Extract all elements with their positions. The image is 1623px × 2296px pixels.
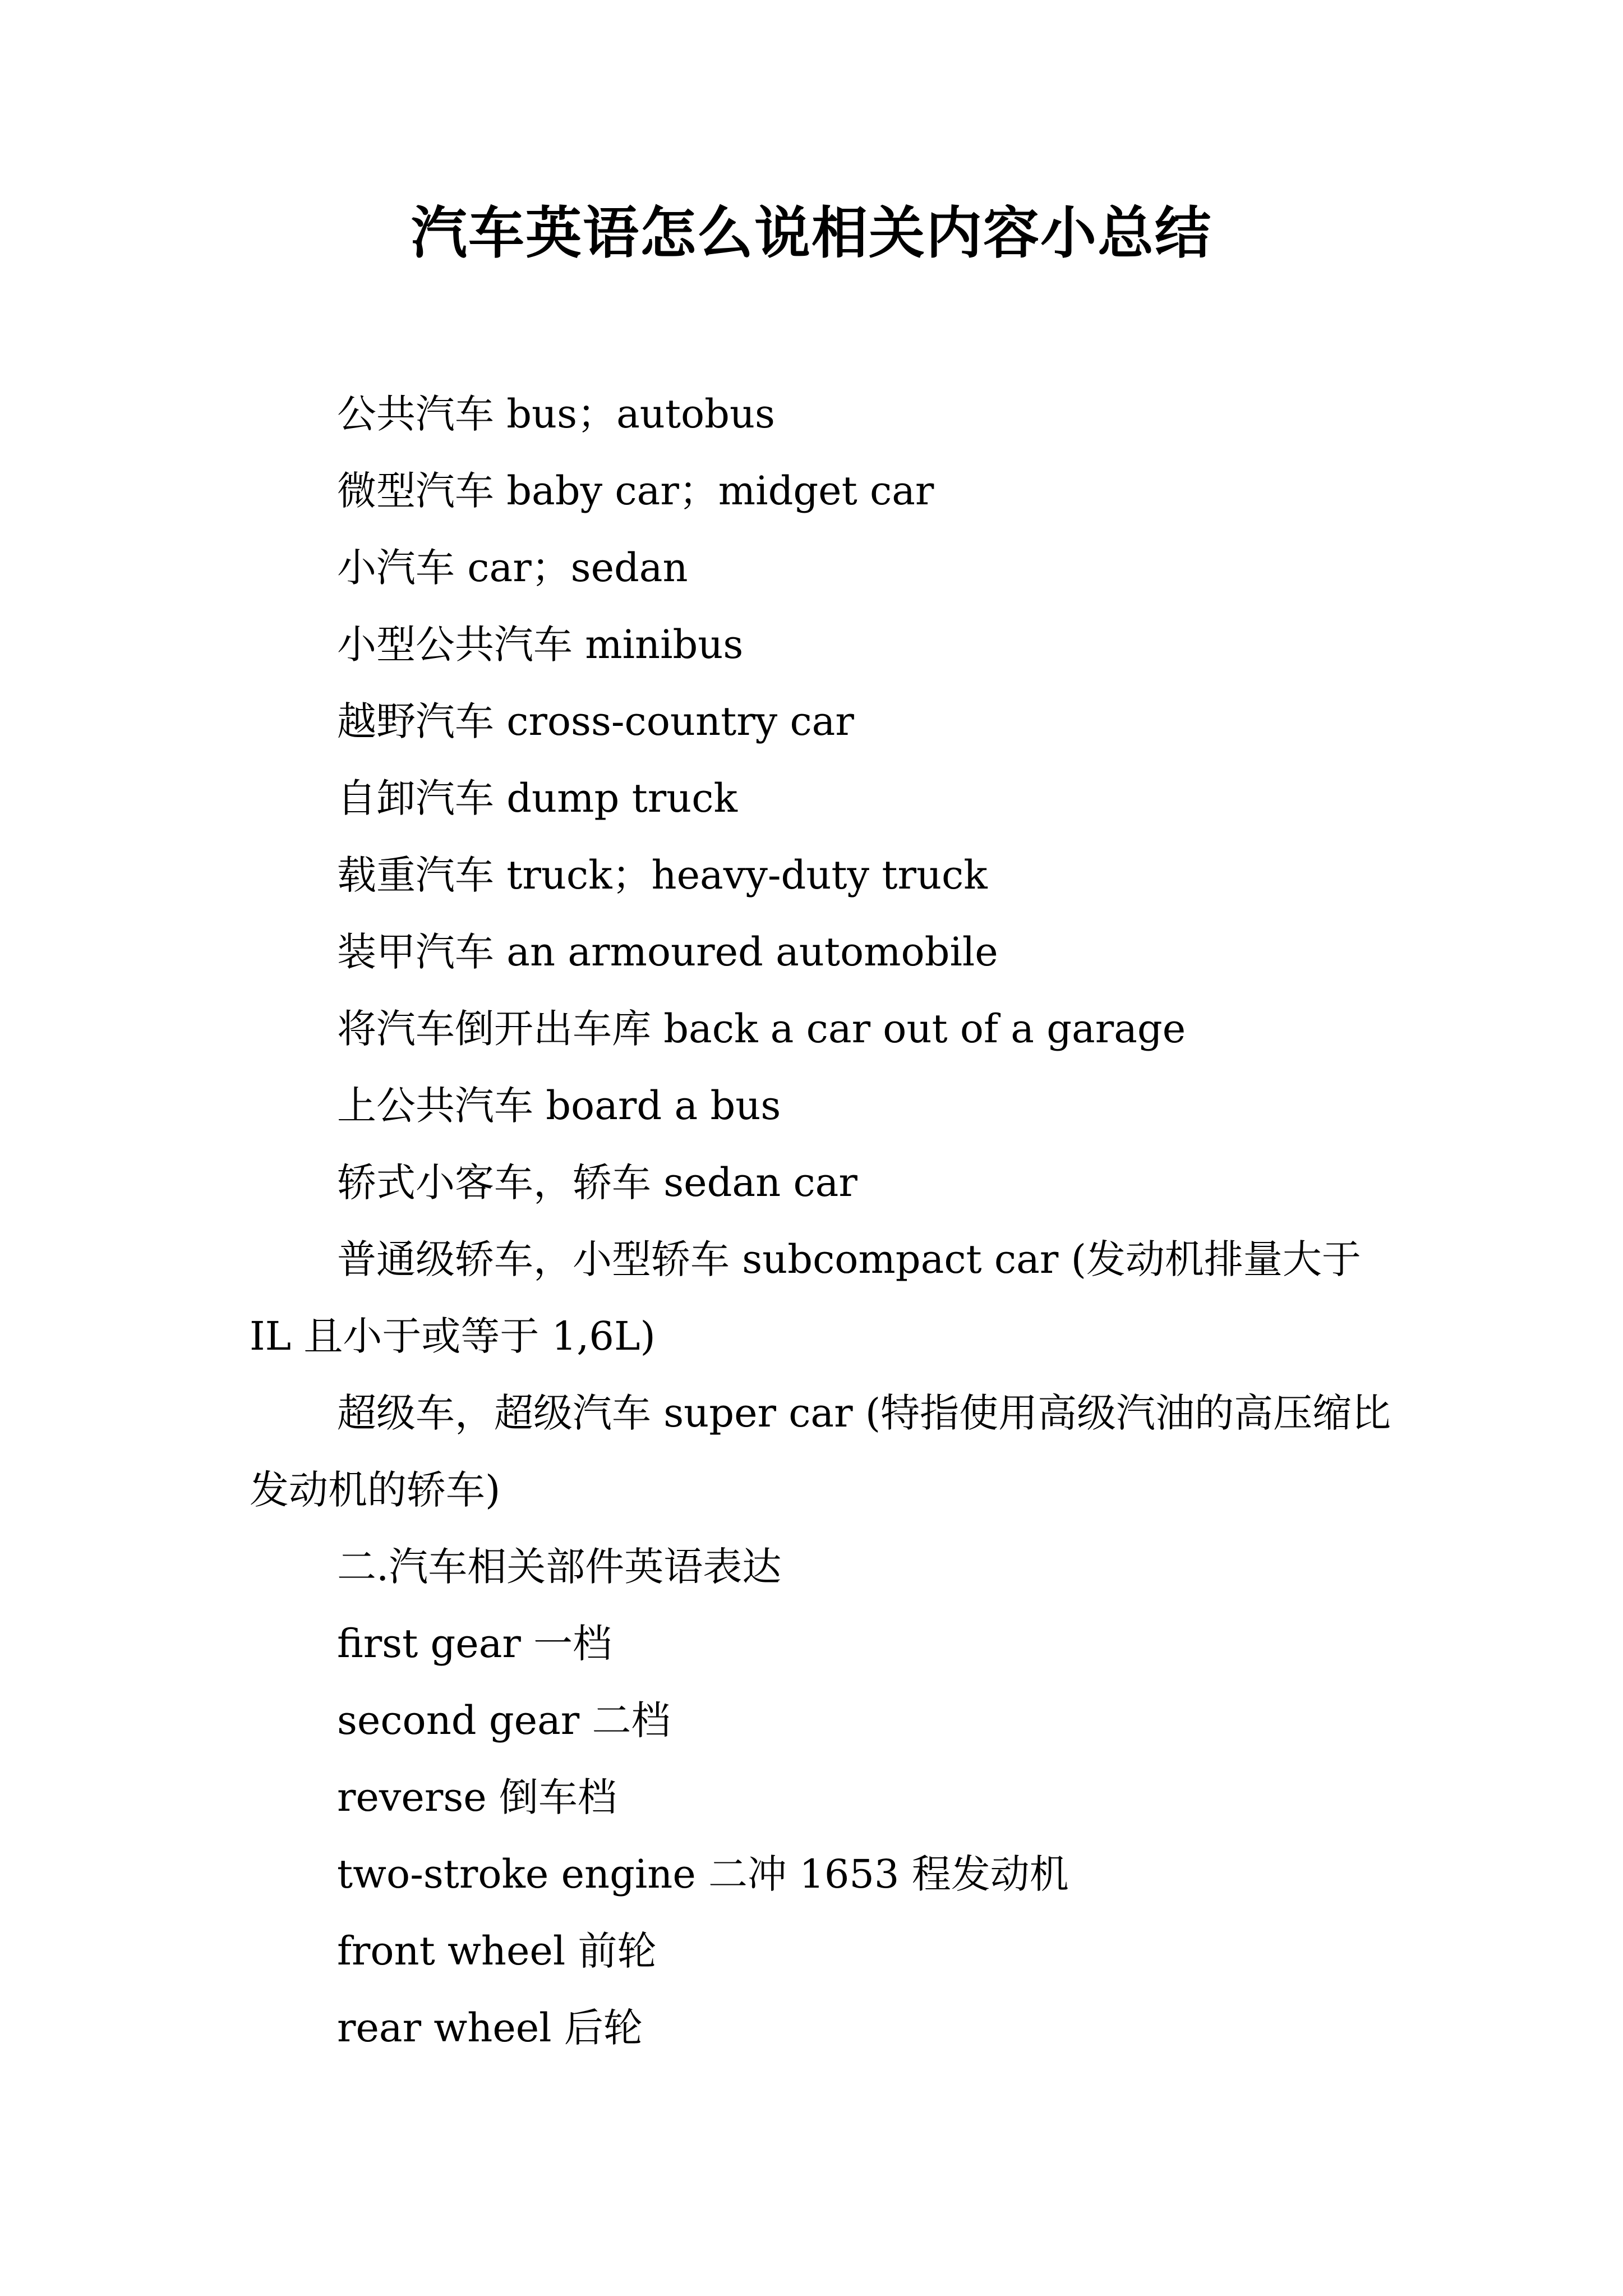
paragraph-truck: 载重汽车 truck；heavy-duty truck — [337, 852, 988, 898]
paragraph-cross-country-car: 越野汽车 cross-country car — [337, 698, 854, 744]
paragraph-back-car-out: 将汽车倒开出车库 back a car out of a garage — [337, 1006, 1186, 1052]
paragraph-sedan-car: 轿式小客车，轿车 sedan car — [337, 1159, 857, 1205]
paragraph-reverse: reverse 倒车档 — [337, 1774, 617, 1820]
paragraph-subcompact-car: 普通级轿车，小型轿车 subcompact car (发动机排量大于 IL 且小于或等于 1,6L) — [250, 1236, 1361, 1359]
paragraph-car: 小汽车 car；sedan — [337, 545, 688, 591]
paragraph-super-car: 超级车，超级汽车 super car (特指使用高级汽油的高压缩比发动机的轿车) — [250, 1390, 1391, 1513]
paragraph-bus: 公共汽车 bus；autobus — [337, 391, 775, 437]
paragraph-dump-truck: 自卸汽车 dump truck — [337, 775, 737, 821]
paragraph-first-gear: first gear 一档 — [337, 1621, 612, 1667]
paragraph-two-stroke-engine: two-stroke engine 二冲 1653 程发动机 — [337, 1851, 1069, 1897]
paragraph-second-gear: second gear 二档 — [337, 1697, 671, 1743]
paragraph-armoured-automobile: 装甲汽车 an armoured automobile — [337, 929, 998, 975]
paragraph-rear-wheel: rear wheel 后轮 — [337, 2005, 643, 2051]
section-heading-parts: 二.汽车相关部件英语表达 — [337, 1544, 782, 1590]
paragraph-front-wheel: front wheel 前轮 — [337, 1928, 657, 1974]
paragraph-board-bus: 上公共汽车 board a bus — [337, 1083, 781, 1129]
document-title: 汽车英语怎么说相关内容小总结 — [411, 200, 1212, 266]
paragraph-baby-car: 微型汽车 baby car；midget car — [337, 468, 934, 514]
paragraph-minibus: 小型公共汽车 minibus — [337, 622, 744, 668]
document-body — [250, 376, 1394, 2067]
